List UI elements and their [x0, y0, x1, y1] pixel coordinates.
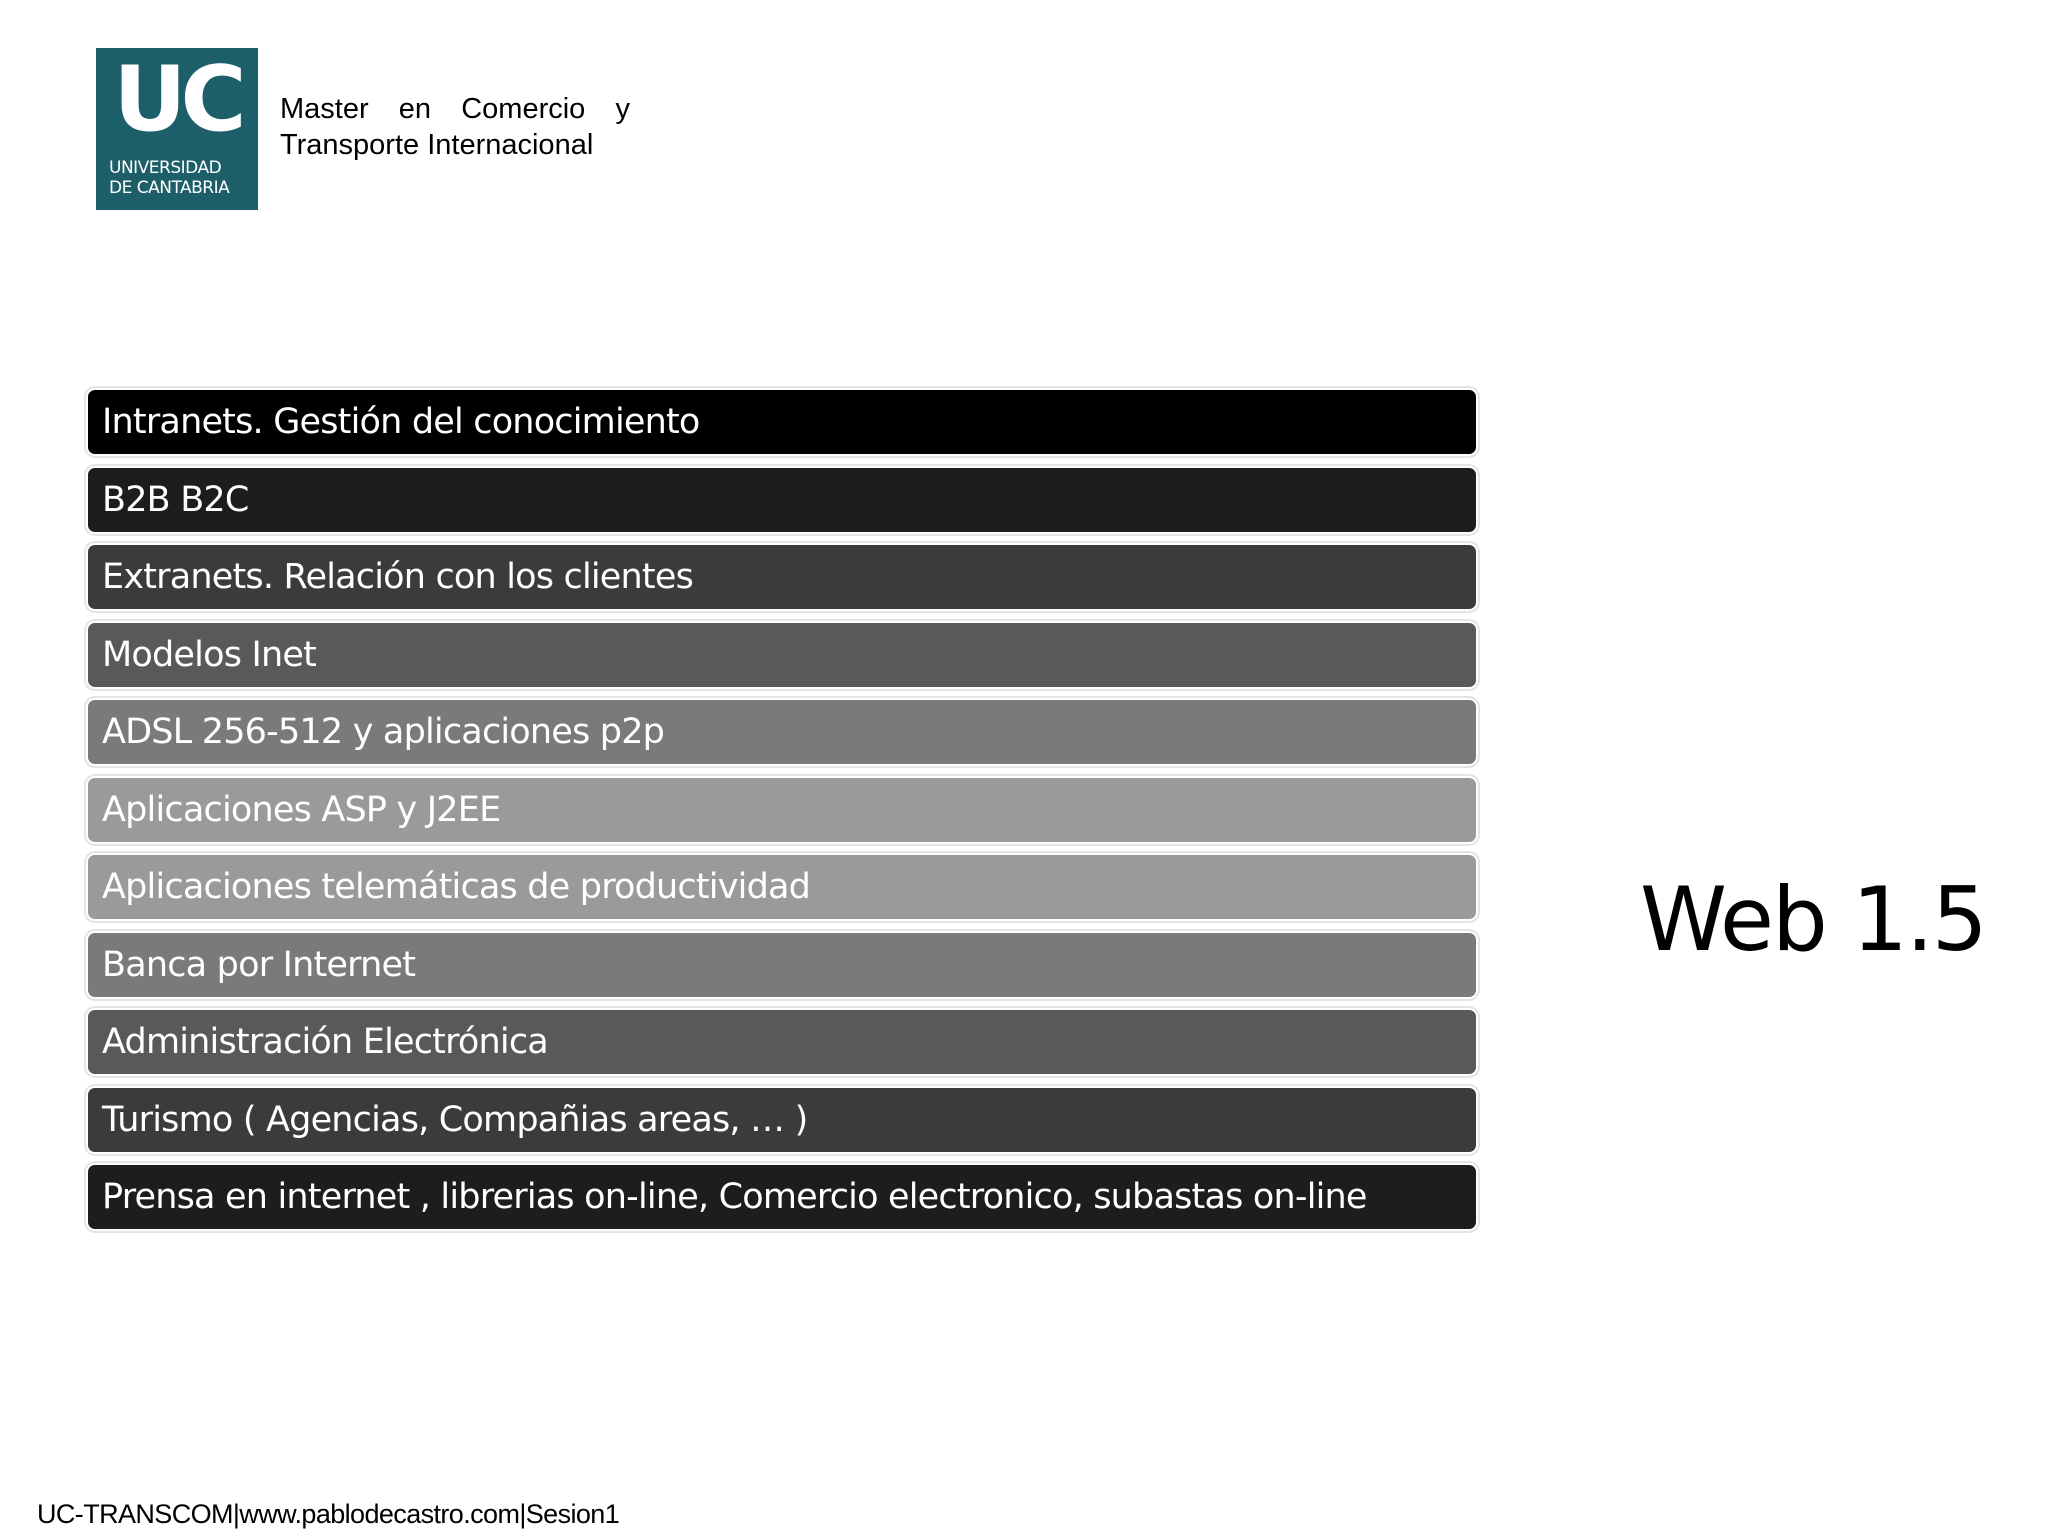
topic-item-label: Intranets. Gestión del conocimiento	[102, 402, 700, 442]
topic-item	[88, 1010, 1476, 1074]
topic-list	[88, 390, 1476, 1243]
topic-item	[88, 1165, 1476, 1229]
topic-item	[88, 390, 1476, 454]
topic-item	[88, 778, 1476, 842]
topic-item-label: Aplicaciones telemáticas de productividad	[102, 867, 811, 907]
topic-item	[88, 468, 1476, 532]
topic-item-label: Banca por Internet	[102, 944, 416, 985]
topic-item-label: Modelos Inet	[102, 634, 317, 675]
topic-item-label: Administración Electrónica	[102, 1022, 548, 1062]
topic-item-label: Prensa en internet , librerias on-line, Comercio electronico, subastas on-line	[102, 1177, 1367, 1217]
topic-item-label: Extranets. Relación con los clientes	[102, 557, 694, 597]
topic-item-label: B2B B2C	[102, 479, 249, 520]
topic-item-label: Aplicaciones ASP y J2EE	[102, 789, 501, 830]
program-title-line-1: Master en Comercio y	[280, 93, 630, 125]
logo-line-1: UNIVERSIDAD	[109, 158, 222, 178]
topic-item	[88, 623, 1476, 687]
logo-mark: UC	[113, 47, 241, 152]
logo-university-name	[109, 158, 229, 198]
topic-item	[88, 545, 1476, 609]
logo-line-2: DE CANTABRIA	[109, 178, 230, 198]
topic-item	[88, 1088, 1476, 1152]
topic-item	[88, 700, 1476, 764]
program-title-line-2: Transporte Internacional	[280, 129, 594, 161]
topic-item	[88, 855, 1476, 919]
footer-text: UC-TRANSCOM|www.pablodecastro.com|Sesion1	[37, 1499, 620, 1529]
program-title	[280, 91, 630, 163]
topic-item-label: Turismo ( Agencias, Compañias areas, … )	[102, 1099, 808, 1140]
topic-item-label: ADSL 256-512 y aplicaciones p2p	[102, 712, 665, 752]
university-logo	[96, 48, 258, 210]
topic-item	[88, 933, 1476, 997]
slide-title: Web 1.5	[1640, 868, 1986, 971]
